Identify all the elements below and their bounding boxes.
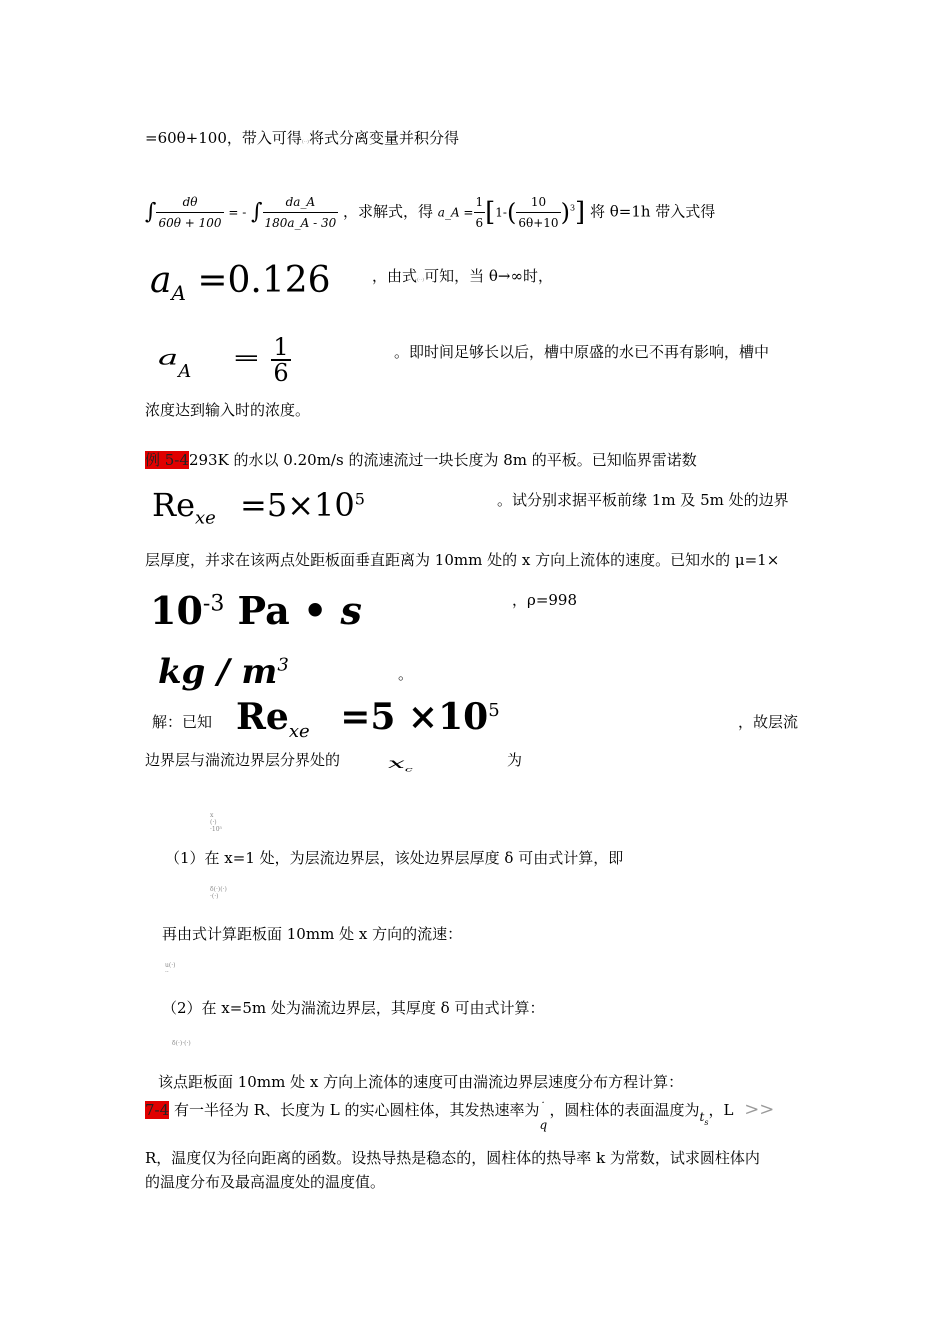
formula-placeholder: δ(·)(·) ·(·) [210, 886, 227, 900]
text: =60θ+100，带入可得 [145, 129, 302, 147]
paragraph-line: 再由式计算距板面 10mm 处 x 方向的流速： [162, 925, 463, 943]
example-header: 7-4 有一半径为 R、长度为 L 的实心圆柱体，其发热速率为 · $_q$，圆柱体的表面温度为$_{ts}$，L >> [145, 1098, 775, 1132]
paragraph-line: 层厚度，并求在该两点处距板面垂直距离为 10mm 处的 x 方向上流体的速度。已知水的 μ=1× [145, 551, 780, 569]
reynolds-formula: $Re_{xe} =5\times 10^5$ [152, 486, 365, 529]
paragraph-line: 的温度分布及最高温度处的温度值。 [145, 1173, 386, 1191]
paragraph-line [145, 128, 459, 152]
fraction: $\frac{d\theta}{60\theta + 100}$ [156, 192, 223, 233]
paragraph-line: 为 [507, 751, 523, 769]
paragraph-line: ，ρ=998 [512, 591, 578, 609]
formula-placeholder: (··) [301, 139, 309, 145]
big-formula: $a_A =0.126$ [150, 260, 331, 306]
paragraph-line: ，故层流 [738, 713, 799, 731]
paragraph-line: （2）在 x=5m 处为湍流边界层，其厚度 δ 可由式计算： [162, 999, 545, 1017]
paragraph-line: 边界层与湍流边界层分界处的 [145, 751, 341, 769]
formula-placeholder: u(·) ·· [165, 962, 176, 976]
viscosity-formula: $10^{-3}$ Pa • s [150, 588, 362, 633]
example-tag: 7-4 [145, 1101, 170, 1119]
xc-formula: $x_c$ [388, 756, 413, 774]
reynolds-formula: $Re_{xe} =5 \times 10^5$ [236, 696, 500, 743]
paragraph-line: 。 [398, 665, 414, 683]
fraction: $\frac{10}{6\theta+10}$ [516, 192, 560, 233]
formula-placeholder: δ(·)·(·) [172, 1040, 191, 1047]
formula: a_A = [437, 205, 474, 220]
paragraph-line: 解：已知 [152, 713, 213, 731]
paragraph-line: 。试分别求据平板前缘 1m 及 5m 处的边界 [497, 491, 789, 509]
density-unit: kg / $m^3$ [158, 652, 289, 692]
fraction: $\frac{1}{6}$ [474, 192, 486, 233]
big-formula: $a_A$ = $\frac{1}{6}$ [158, 333, 289, 387]
paragraph-line: （1）在 x=1 处，为层流边界层，该处边界层厚度 δ 可由式计算，即 [165, 849, 624, 867]
much-greater-sign: >> [744, 1099, 775, 1120]
paragraph-line: R，温度仅为径向距离的函数。设热导热是稳态的，圆柱体的热导率 k 为常数，试求圆柱体内 [145, 1149, 760, 1167]
integral-sign: ∫ [145, 199, 157, 225]
formula-placeholder: x (·) ·10⁵ [210, 812, 222, 833]
paragraph-line: 浓度达到输入时的浓度。 [145, 401, 311, 419]
fraction: $\frac{da\_A}{180a\_A - 30}$ [263, 192, 339, 233]
example-tag: 例 5-4 [145, 451, 189, 469]
paragraph-line: ，由式(··)可知，当 θ→∞时， [372, 267, 553, 285]
paragraph-line: 。即时间足够长以后，槽中原盛的水已不再有影响，槽中 [394, 343, 770, 361]
integral-sign: ∫ [251, 199, 263, 225]
text: ，求解式，得 [343, 202, 434, 221]
text: 将式分离变量并积分得 [308, 129, 459, 147]
equals: = - [228, 205, 247, 220]
integral-equation-line: ∫ $\frac{d\theta}{60\theta + 100}$ = - ∫ $\frac{da\_A}{180a\_A - 30}$ ，求解式，得 a_A = $\frac{1}{6}$ [1-( $\frac{10}{6\theta+10}$ )$^3$] 将 θ=1h 带入式得 [145, 192, 715, 232]
text: 将 θ=1h 带入式得 [589, 202, 716, 221]
example-header: 例 5-4293K 的水以 0.20m/s 的流速流过一块长度为 8m 的平板。已知临界雷诺数 [145, 451, 697, 469]
paragraph-line: 该点距板面 10mm 处 x 方向上流体的速度可由湍流边界层速度分布方程计算： [158, 1073, 684, 1091]
